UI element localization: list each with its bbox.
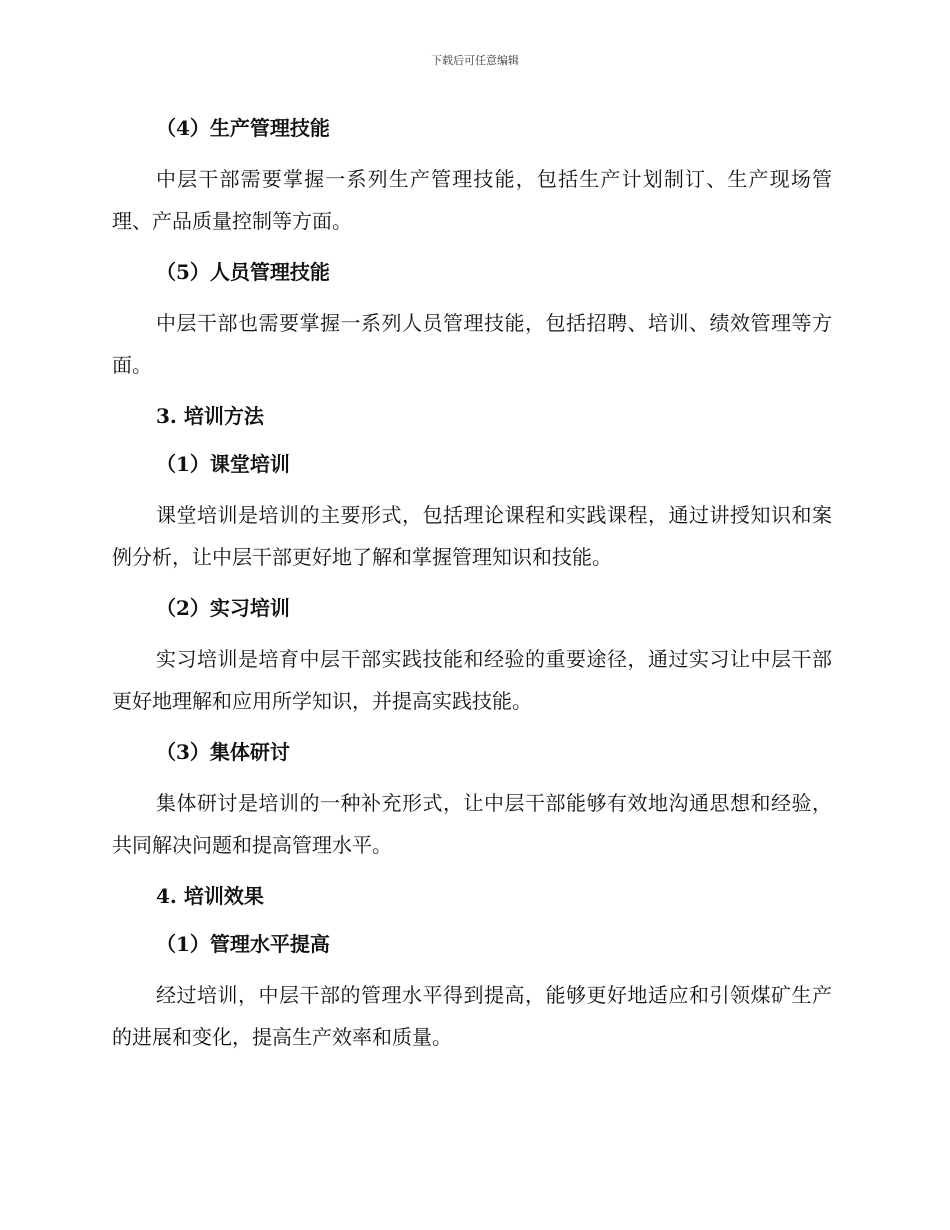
- subheading-management-improvement: （1）管理水平提高: [156, 932, 330, 956]
- section-heading-training-effects: 4. 培训效果: [156, 884, 264, 908]
- subheading-internship-training: （2）实习培训: [156, 596, 290, 620]
- subheading-production-skills: （4）生产管理技能: [156, 116, 330, 140]
- subheading-classroom-training: （1）课堂培训: [156, 452, 290, 476]
- subheading-personnel-skills: （5）人员管理技能: [156, 260, 330, 284]
- paragraph-management-improvement: 经过培训，中层干部的管理水平得到提高，能够更好地适应和引领煤矿生产的进展和变化，提高生产效率和质量。: [112, 983, 832, 1049]
- paragraph-production-skills: 中层干部需要掌握一系列生产管理技能，包括生产计划制订、生产现场管理、产品质量控制等方面。: [112, 167, 832, 233]
- document-body: [112, 110, 832, 1058]
- subheading-group-discussion: （3）集体研讨: [156, 740, 290, 764]
- paragraph-personnel-skills: 中层干部也需要掌握一系列人员管理技能，包括招聘、培训、绩效管理等方面。: [112, 311, 832, 377]
- paragraph-group-discussion: 集体研讨是培训的一种补充形式，让中层干部能够有效地沟通思想和经验，共同解决问题和提高管理水平。: [112, 791, 832, 857]
- paragraph-internship-training: 实习培训是培育中层干部实践技能和经验的重要途径，通过实习让中层干部更好地理解和应用所学知识，并提高实践技能。: [112, 647, 832, 713]
- section-heading-training-methods: 3. 培训方法: [156, 404, 264, 428]
- page-header: 下载后可任意编辑: [431, 54, 519, 67]
- paragraph-classroom-training: 课堂培训是培训的主要形式，包括理论课程和实践课程，通过讲授知识和案例分析，让中层干部更好地了解和掌握管理知识和技能。: [112, 503, 832, 569]
